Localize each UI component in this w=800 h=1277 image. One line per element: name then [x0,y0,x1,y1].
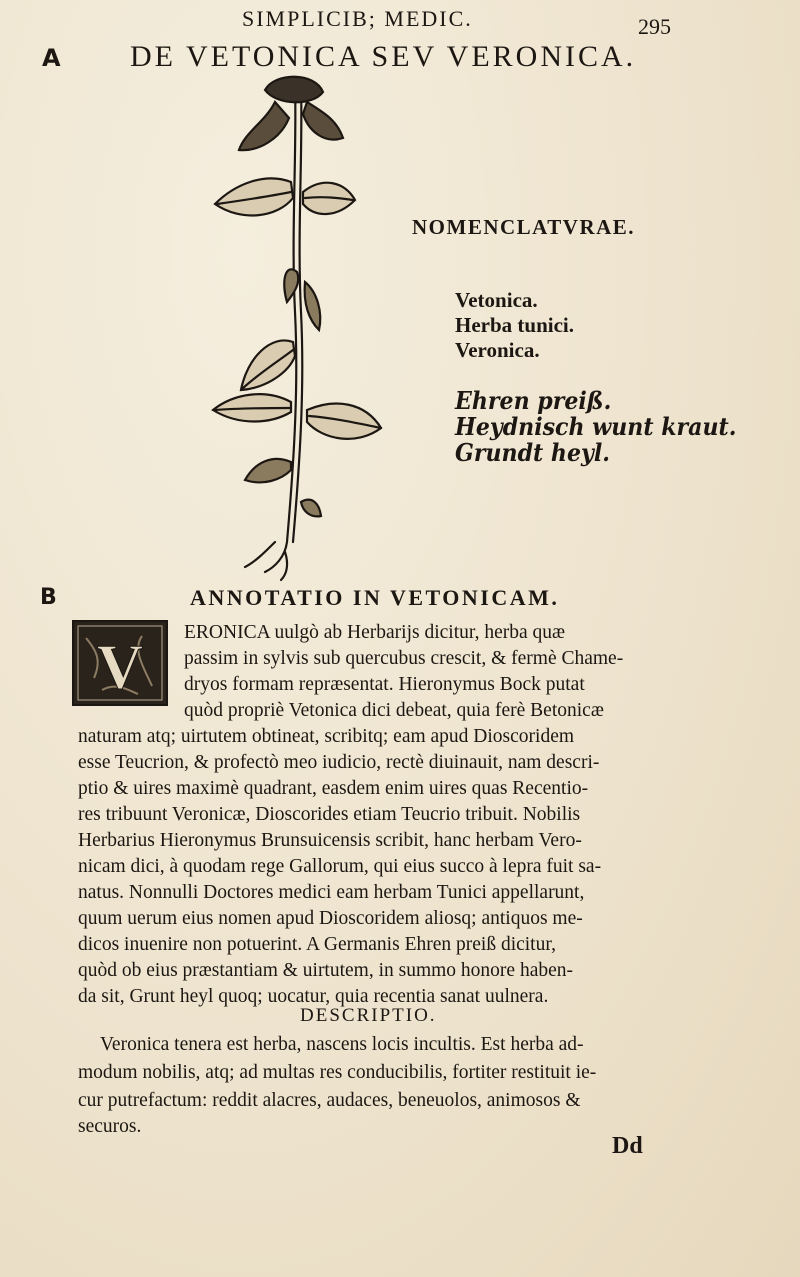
description-heading: DESCRIPTIO. [300,1005,437,1026]
latin-names-list [455,288,574,363]
text-line: passim in sylvis sub quercubus crescit, & fermè Chame- [184,648,624,669]
page-number: 295 [638,14,671,39]
page-title: DE VETONICA SEV VERONICA. [130,40,637,73]
margin-marker-a: A [42,44,61,72]
text-line: ERONICA uulgò ab Herbarijs dicitur, herba quæ [184,622,566,643]
plant-illustration [205,72,395,582]
text-line: modum nobilis, atq; ad multas res conducibilis, fortiter restituit ie- [78,1062,597,1083]
text-line: da sit, Grunt heyl quoq; uocatur, quia recentia sanat uulnera. [78,986,549,1007]
decorated-initial [72,620,168,706]
german-name: Ehren preiß. [455,386,612,415]
text-line: dryos formam repræsentat. Hieronymus Bock putat [184,674,585,695]
annotation-heading: ANNOTATIO IN VETONICAM. [190,585,560,610]
german-name: Grundt heyl. [455,438,610,467]
running-head: SIMPLICIB; MEDIC. [242,6,473,31]
margin-marker-b: B [40,585,57,610]
text-line: naturam atq; uirtutem obtineat, scribitq; eam apud Dioscoridem [78,726,575,747]
initial-letter: V [96,631,144,702]
nomenclature-heading: NOMENCLATVRAE. [412,215,636,239]
latin-name: Veronica. [455,338,540,362]
text-line: securos. [78,1116,142,1137]
text-line: Veronica tenera est herba, nascens locis incultis. Est herba ad- [100,1034,584,1055]
text-line: natus. Nonnulli Doctores medici eam herbam Tunici appellarunt, [78,882,585,903]
german-names-list [455,388,736,466]
text-line: quòd propriè Vetonica dici debeat, quia ferè Betonicæ [184,700,604,721]
text-line: dicos inuenire non potuerint. A Germanis Ehren preiß dicitur, [78,934,556,955]
latin-name: Vetonica. [455,288,538,312]
text-line: cur putrefactum: reddit alacres, audaces, beneuolos, animosos & [78,1090,581,1111]
signature-mark: Dd [612,1133,643,1159]
text-line: res tribuunt Veronicæ, Dioscorides etiam Teucrio tribuit. Nobilis [78,804,581,825]
text-line: ptio & uires maximè quadrant, easdem enim uires quas Recentio- [78,778,589,799]
german-name: Heydnisch wunt kraut. [455,412,737,441]
text-line: quòd ob eius præstantiam & uirtutem, in summo honore haben- [78,960,574,981]
text-line: Herbarius Hieronymus Brunsuicensis scribit, hanc herbam Vero- [78,830,582,851]
text-line: nicam dici, à quodam rege Gallorum, qui eius succo à lepra fuit sa- [78,856,602,877]
text-line: esse Teucrion, & profectò meo iudicio, rectè diuinauit, nam descri- [78,752,600,773]
latin-name: Herba tunici. [455,313,574,337]
text-line: quum uerum eius nomen apud Dioscoridem aliosq; antiquos me- [78,908,583,929]
